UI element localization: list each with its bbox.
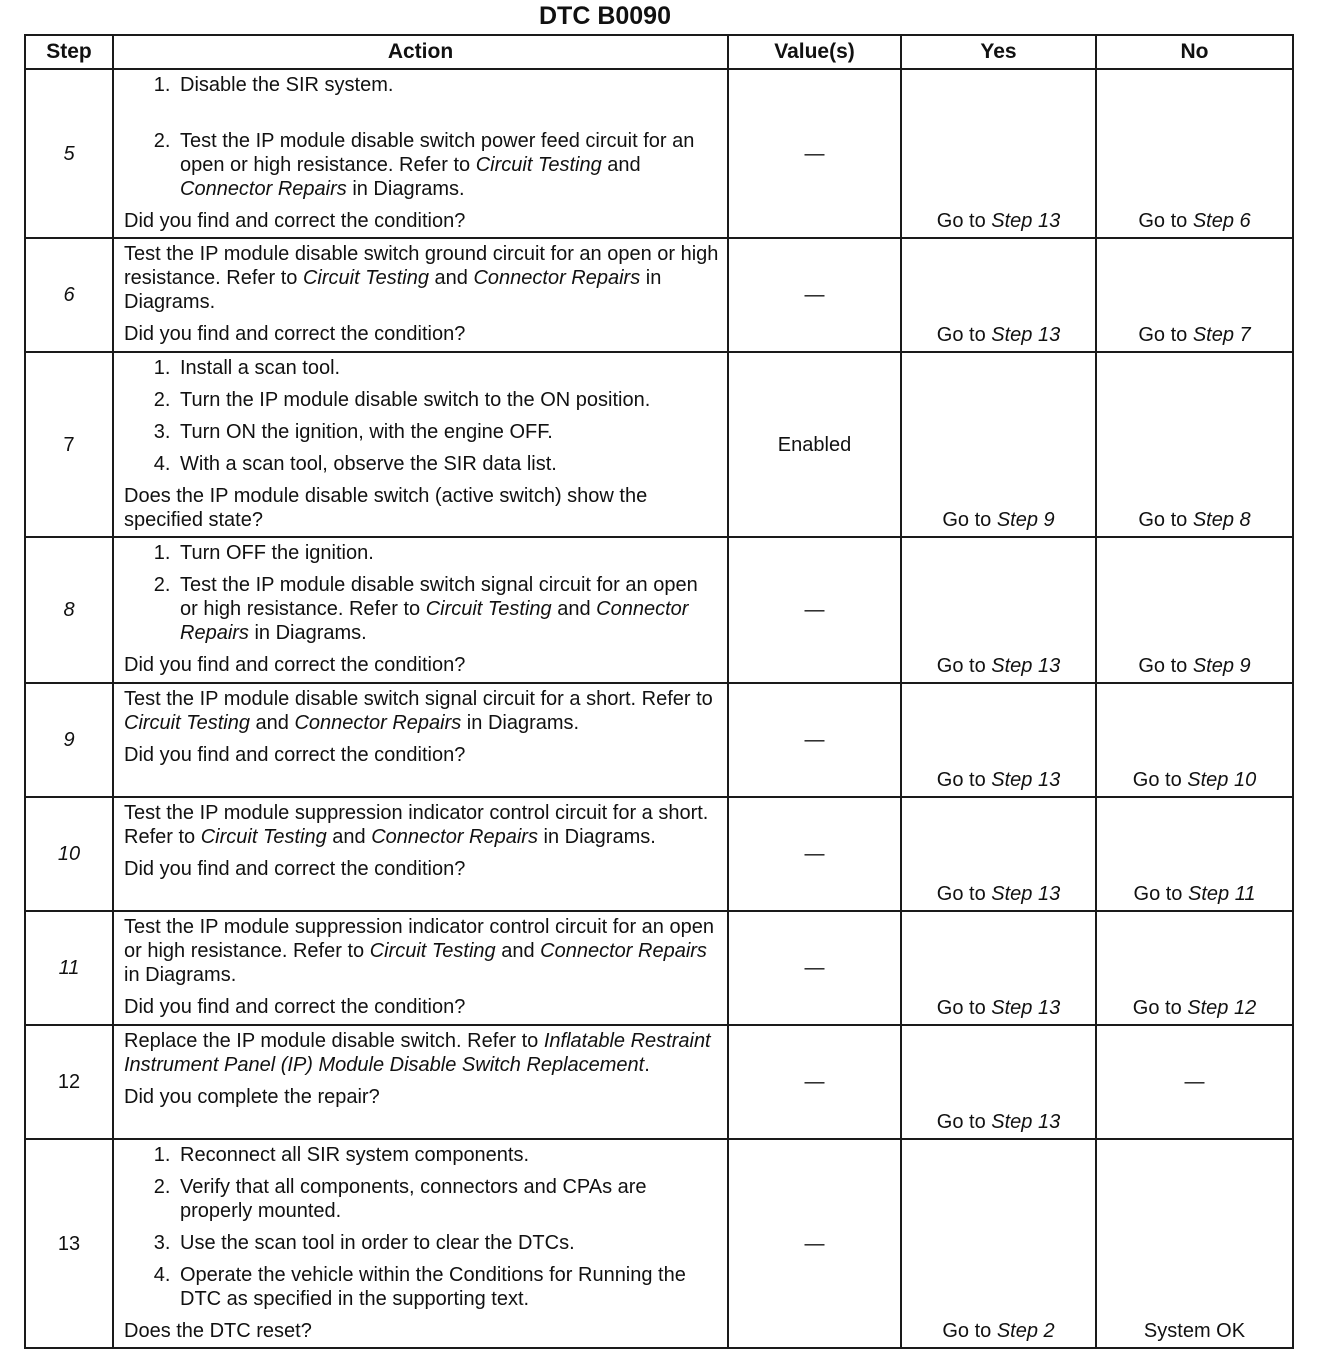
column-header-no: No xyxy=(1096,35,1293,69)
go-to-text: Go to xyxy=(942,509,992,531)
step-number: 9 xyxy=(25,683,113,797)
step-number: 7 xyxy=(25,352,113,537)
go-to-text: Go to xyxy=(936,1111,986,1133)
yes-step-link[interactable]: Step 9 xyxy=(996,509,1055,531)
no-step-link[interactable]: Step 11 xyxy=(1188,883,1256,905)
step-number: 5 xyxy=(25,69,113,238)
table-header-row xyxy=(25,35,1293,69)
yes-step-link[interactable]: Step 13 xyxy=(991,1111,1061,1133)
value-cell: — xyxy=(728,238,901,352)
circuit-testing-ref: Circuit Testing xyxy=(369,940,496,962)
yes-cell xyxy=(901,683,1096,797)
diagnostic-table xyxy=(24,34,1294,1349)
action-text xyxy=(124,915,719,987)
value-cell: — xyxy=(728,683,901,797)
yes-cell xyxy=(901,1025,1096,1139)
action-step: 4. With a scan tool, observe the SIR data list. xyxy=(176,452,719,476)
yes-cell xyxy=(901,69,1096,238)
table-row xyxy=(25,1139,1293,1348)
action-question: Did you find and correct the condition? xyxy=(124,323,466,345)
action-step: 3. Turn ON the ignition, with the engine OFF. xyxy=(176,420,719,444)
column-header-yes: Yes xyxy=(901,35,1096,69)
action-text-body: Test the IP module suppression indicator control circuit for an open or high resistance. Refer to xyxy=(124,916,714,962)
connector-repairs-ref: Connector Repairs xyxy=(180,598,689,644)
action-steps xyxy=(124,356,719,476)
value-cell: Enabled xyxy=(728,352,901,537)
no-cell xyxy=(1096,911,1293,1025)
action-step: 1. Turn OFF the ignition. xyxy=(176,541,719,565)
action-cell xyxy=(113,537,728,683)
and-text: and xyxy=(501,940,535,962)
table-row xyxy=(25,69,1293,238)
circuit-testing-ref: Circuit Testing xyxy=(475,154,602,176)
circuit-testing-ref: Circuit Testing xyxy=(425,598,552,620)
in-diagrams-text: in Diagrams. xyxy=(124,267,662,313)
action-text-body: Test the IP module disable switch signal circuit for a short. Refer to xyxy=(124,688,713,710)
action-cell xyxy=(113,69,728,238)
in-text: in xyxy=(543,826,560,848)
yes-step-link[interactable]: Step 13 xyxy=(991,210,1061,232)
yes-step-link[interactable]: Step 13 xyxy=(991,997,1061,1019)
action-step-text: Test the IP module disable switch power feed circuit for an open or high resistance. Refer to xyxy=(180,130,695,176)
column-header-values: Value(s) xyxy=(728,35,901,69)
action-cell xyxy=(113,683,728,797)
action-step: 4. Operate the vehicle within the Conditions for Running the DTC as specified in the supporting text. xyxy=(176,1263,719,1311)
go-to-text: Go to xyxy=(1138,324,1188,346)
no-cell: System OK xyxy=(1096,1139,1293,1348)
action-cell xyxy=(113,911,728,1025)
action-step-text: Test the IP module disable switch signal circuit for an open or high resistance. Refer to xyxy=(180,574,698,620)
action-cell xyxy=(113,1025,728,1139)
circuit-testing-ref: Circuit Testing xyxy=(200,826,327,848)
go-to-text: Go to xyxy=(936,997,986,1019)
step-number: 13 xyxy=(25,1139,113,1348)
action-text xyxy=(124,242,719,314)
step-number: 10 xyxy=(25,797,113,911)
table-row xyxy=(25,797,1293,911)
value-cell: — xyxy=(728,69,901,238)
step-number: 8 xyxy=(25,537,113,683)
yes-cell xyxy=(901,1139,1096,1348)
action-question: Did you find and correct the condition? xyxy=(124,210,466,232)
no-step-link[interactable]: Step 6 xyxy=(1192,210,1251,232)
go-to-text: Go to xyxy=(1138,210,1188,232)
step-number: 6 xyxy=(25,238,113,352)
no-step-link[interactable]: Step 10 xyxy=(1187,769,1257,791)
go-to-text: Go to xyxy=(936,324,986,346)
action-step xyxy=(176,573,719,645)
and-text: and xyxy=(557,598,591,620)
action-cell xyxy=(113,1139,728,1348)
in-diagrams-text: in Diagrams. xyxy=(124,964,237,986)
table-row xyxy=(25,1025,1293,1139)
table-row xyxy=(25,911,1293,1025)
go-to-text: Go to xyxy=(1132,769,1182,791)
action-step-text: Disable the SIR system. xyxy=(180,74,394,96)
action-question: Does the DTC reset? xyxy=(124,1320,312,1342)
no-cell xyxy=(1096,69,1293,238)
yes-step-link[interactable]: Step 13 xyxy=(991,324,1061,346)
yes-step-link[interactable]: Step 13 xyxy=(991,883,1061,905)
value-cell: — xyxy=(728,797,901,911)
no-step-link[interactable]: Step 8 xyxy=(1192,509,1251,531)
go-to-text: Go to xyxy=(1138,509,1188,531)
go-to-text: Go to xyxy=(1138,655,1188,677)
action-step xyxy=(176,129,719,201)
step-number: 11 xyxy=(25,911,113,1025)
no-step-link[interactable]: Step 12 xyxy=(1187,997,1257,1019)
value-cell: — xyxy=(728,1025,901,1139)
connector-repairs-ref: Connector Repairs xyxy=(294,712,462,734)
value-cell: — xyxy=(728,911,901,1025)
connector-repairs-ref: Connector Repairs xyxy=(180,178,347,200)
go-to-text: Go to xyxy=(1132,997,1182,1019)
go-to-text: Go to xyxy=(1133,883,1183,905)
action-cell xyxy=(113,797,728,911)
action-step xyxy=(176,73,719,97)
table-row xyxy=(25,537,1293,683)
action-question: Did you find and correct the condition? xyxy=(124,744,466,766)
and-text: and xyxy=(332,826,366,848)
action-step: 2. Turn the IP module disable switch to the ON position. xyxy=(176,388,719,412)
connector-repairs-ref: Connector Repairs xyxy=(473,267,641,289)
connector-repairs-ref: Connector Repairs xyxy=(371,826,538,848)
yes-cell xyxy=(901,911,1096,1025)
value-cell: — xyxy=(728,537,901,683)
diagrams-text: Diagrams. xyxy=(564,826,656,848)
action-text xyxy=(124,687,719,735)
yes-step-link[interactable]: Step 13 xyxy=(991,769,1061,791)
action-text-body: Test the IP module suppression indicator control circuit for a short. Refer to xyxy=(124,802,709,848)
no-cell: — xyxy=(1096,1025,1293,1139)
no-cell xyxy=(1096,797,1293,911)
action-cell xyxy=(113,352,728,537)
action-step: 1. Install a scan tool. xyxy=(176,356,719,380)
circuit-testing-ref: Circuit Testing xyxy=(124,712,250,734)
yes-cell xyxy=(901,537,1096,683)
no-cell xyxy=(1096,352,1293,537)
action-text: Replace the IP module disable switch. Refer to Inflatable Restraint Instrument Panel (IP) Module Disable Switch Replacement. xyxy=(124,1030,711,1076)
go-to-text: Go to xyxy=(936,769,986,791)
and-text: and xyxy=(255,712,289,734)
no-cell xyxy=(1096,238,1293,352)
page-title: DTC B0090 xyxy=(539,2,671,30)
action-steps xyxy=(124,73,719,201)
action-step: 1. Reconnect all SIR system components. xyxy=(176,1143,719,1167)
action-question: Did you complete the repair? xyxy=(124,1086,380,1108)
action-cell xyxy=(113,238,728,352)
yes-cell xyxy=(901,797,1096,911)
table-row xyxy=(25,238,1293,352)
yes-cell xyxy=(901,238,1096,352)
action-question: Did you find and correct the condition? xyxy=(124,996,466,1018)
action-question: Did you find and correct the condition? xyxy=(124,654,466,676)
value-cell: — xyxy=(728,1139,901,1348)
go-to-text: Go to xyxy=(942,1320,992,1342)
yes-cell xyxy=(901,352,1096,537)
in-diagrams-text: in Diagrams. xyxy=(352,178,465,200)
go-to-text: Go to xyxy=(936,883,986,905)
no-step-link[interactable]: Step 9 xyxy=(1192,655,1251,677)
diagrams-text: Diagrams. xyxy=(487,712,580,734)
action-steps xyxy=(124,1143,719,1311)
no-step-link[interactable]: Step 7 xyxy=(1192,324,1251,346)
in-text: in xyxy=(466,712,483,734)
action-step: 3. Use the scan tool in order to clear the DTCs. xyxy=(176,1231,719,1255)
action-text-body: Test the IP module disable switch ground circuit for an open or high resistance. Refer to xyxy=(124,243,719,289)
no-cell xyxy=(1096,537,1293,683)
yes-step-link[interactable]: Step 13 xyxy=(991,655,1061,677)
no-cell xyxy=(1096,683,1293,797)
go-to-text: Go to xyxy=(936,655,986,677)
table-row xyxy=(25,683,1293,797)
go-to-text: Go to xyxy=(936,210,986,232)
step-number: 12 xyxy=(25,1025,113,1139)
in-diagrams-text: in Diagrams. xyxy=(254,622,367,644)
table-row xyxy=(25,352,1293,537)
replacement-procedure-ref: Inflatable Restraint Instrument Panel (IP) Module Disable Switch Replacement xyxy=(124,1030,711,1076)
action-step: 2. Verify that all components, connectors and CPAs are properly mounted. xyxy=(176,1175,719,1223)
action-steps xyxy=(124,541,719,645)
action-question: Does the IP module disable switch (active switch) show the specified state? xyxy=(124,485,648,531)
and-text: and xyxy=(434,267,468,289)
and-text: and xyxy=(607,154,641,176)
action-text xyxy=(124,801,719,849)
action-question: Did you find and correct the condition? xyxy=(124,858,466,880)
action-text-body: Replace the IP module disable switch. Refer to xyxy=(124,1030,539,1052)
connector-repairs-ref: Connector Repairs xyxy=(540,940,707,962)
yes-step-link[interactable]: Step 2 xyxy=(996,1320,1055,1342)
circuit-testing-ref: Circuit Testing xyxy=(302,267,429,289)
column-header-step: Step xyxy=(25,35,113,69)
column-header-action: Action xyxy=(113,35,728,69)
